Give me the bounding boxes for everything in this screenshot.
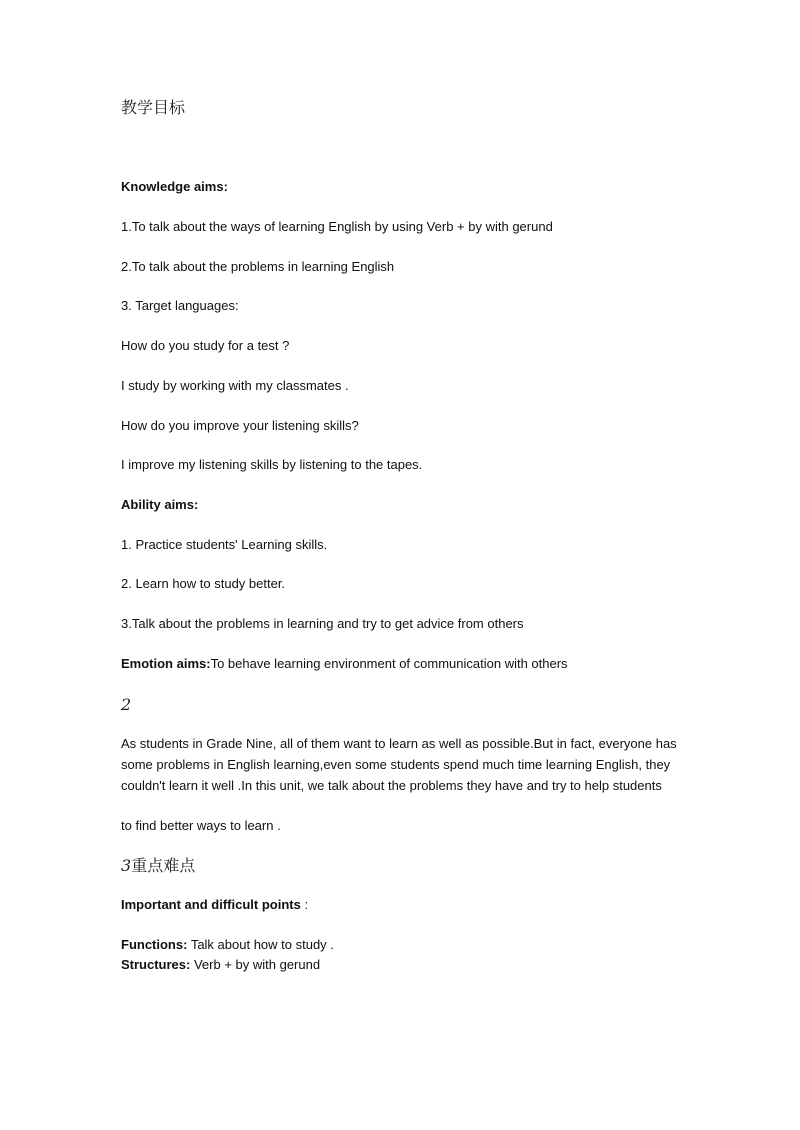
knowledge-item-2: 2.To talk about the problems in learning English	[121, 259, 395, 274]
important-difficult-points	[121, 895, 308, 915]
section-3-title	[121, 855, 195, 877]
background-paragraph-line-1: As students in Grade Nine, all of them want to learn as well as possible.But in fact, everyone has	[121, 736, 677, 751]
background-paragraph-line-3: couldn't learn it well .In this unit, we talk about the problems they have and try to help students	[121, 778, 662, 793]
ability-item-2: 2. Learn how to study better.	[121, 576, 286, 591]
functions-text: Talk about how to study .	[187, 937, 334, 952]
emotion-aims	[121, 654, 568, 674]
knowledge-item-1: 1.To talk about the ways of learning English by using Verb + by with gerund	[121, 219, 553, 234]
important-points-suffix: :	[300, 897, 309, 912]
section-title-teaching-goals: 教学目标	[121, 98, 186, 117]
section-3-title-text: 重点难点	[131, 856, 196, 875]
ability-item-1: 1. Practice students' Learning skills.	[121, 537, 328, 552]
structures-text: Verb + by with gerund	[190, 957, 321, 972]
functions-line	[121, 935, 334, 955]
knowledge-item-3: 3. Target languages:	[121, 298, 239, 313]
section-3-number: 3	[121, 856, 132, 875]
background-paragraph-line-2: some problems in English learning,even some students spend much time learning English, they	[121, 757, 671, 772]
background-paragraph-line-4: to find better ways to learn .	[121, 818, 281, 833]
structures-line	[121, 955, 320, 975]
target-language-1: How do you study for a test ?	[121, 338, 290, 353]
section-2-number: 2	[121, 695, 132, 714]
important-points-label: Important and difficult points	[121, 897, 301, 912]
emotion-aims-label: Emotion aims:	[121, 656, 211, 671]
emotion-aims-text: To behave learning environment of communication with others	[210, 656, 568, 671]
target-language-2: I study by working with my classmates .	[121, 378, 349, 393]
knowledge-aims-heading: Knowledge aims:	[121, 179, 228, 194]
target-language-4: I improve my listening skills by listening to the tapes.	[121, 457, 423, 472]
structures-label: Structures:	[121, 957, 191, 972]
functions-label: Functions:	[121, 937, 188, 952]
target-language-3: How do you improve your listening skills?	[121, 418, 359, 433]
ability-item-3: 3.Talk about the problems in learning and try to get advice from others	[121, 616, 524, 631]
ability-aims-heading: Ability aims:	[121, 497, 199, 512]
